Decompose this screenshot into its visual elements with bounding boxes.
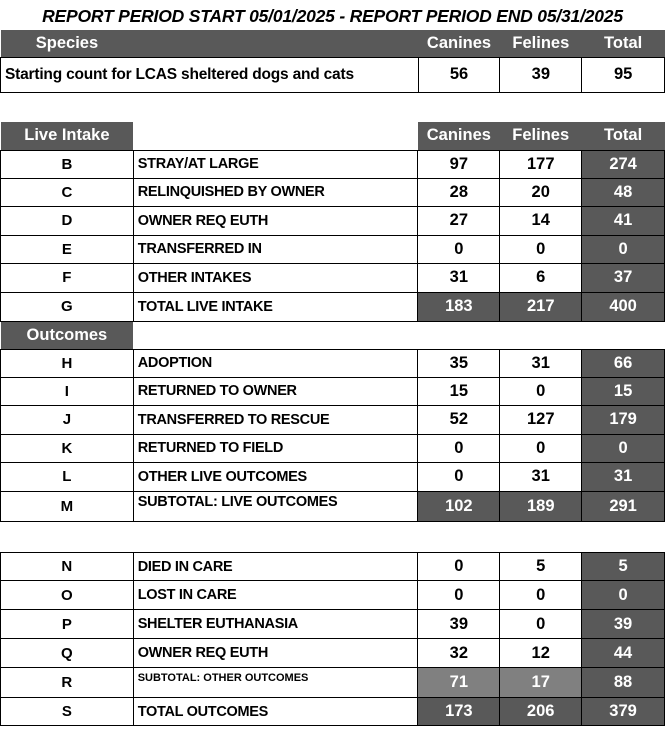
row-label: LOST IN CARE: [133, 581, 418, 610]
row-felines: 0: [500, 610, 582, 639]
table-row: [1, 581, 665, 610]
row-canines: 0: [418, 235, 500, 263]
row-total: 274: [582, 150, 665, 178]
starting-count-row: [1, 57, 665, 92]
row-felines: 20: [500, 178, 582, 206]
row-total: 31: [582, 462, 665, 491]
row-code: S: [1, 698, 134, 726]
row-felines: 177: [500, 150, 582, 178]
row-label: OWNER REQ EUTH: [133, 206, 418, 235]
row-canines: 27: [418, 206, 500, 235]
row-canines: 52: [418, 405, 500, 434]
row-canines: 32: [418, 639, 500, 668]
row-canines: 173: [418, 698, 500, 726]
starting-total: 95: [582, 57, 665, 92]
row-total: 0: [582, 235, 665, 263]
row-felines: 31: [500, 349, 582, 377]
table-row: [1, 377, 665, 405]
row-felines: 31: [500, 462, 582, 491]
subtotal-live-outcomes-row: [1, 491, 665, 521]
row-canines: 31: [418, 263, 500, 292]
total-outcomes-row: [1, 698, 665, 726]
row-label: RETURNED TO OWNER: [133, 377, 418, 405]
row-felines: 206: [500, 698, 582, 726]
row-code: D: [1, 206, 134, 235]
table-row: [1, 349, 665, 377]
row-label: SHELTER EUTHANASIA: [133, 610, 418, 639]
row-canines: 183: [418, 292, 500, 321]
row-total: 37: [582, 263, 665, 292]
total-live-intake-row: [1, 292, 665, 321]
row-label: RETURNED TO FIELD: [133, 434, 418, 462]
row-code: K: [1, 434, 134, 462]
row-total: 291: [582, 491, 665, 521]
table-row: [1, 150, 665, 178]
row-code: J: [1, 405, 134, 434]
row-label: SUBTOTAL: LIVE OUTCOMES: [133, 491, 418, 521]
table-row: [1, 405, 665, 434]
row-total: 179: [582, 405, 665, 434]
row-code: E: [1, 235, 134, 263]
other-outcomes-table: [0, 552, 665, 726]
row-code: G: [1, 292, 134, 321]
row-label: TOTAL LIVE INTAKE: [133, 292, 418, 321]
outcomes-header-row: [1, 321, 665, 349]
table-row: [1, 263, 665, 292]
row-canines: 102: [418, 491, 500, 521]
row-felines: 189: [500, 491, 582, 521]
row-canines: 0: [418, 581, 500, 610]
outcomes-header-spacer: [582, 321, 665, 349]
row-code: L: [1, 462, 134, 491]
row-felines: 12: [500, 639, 582, 668]
row-label: RELINQUISHED BY OWNER: [133, 178, 418, 206]
row-label: TRANSFERRED IN: [133, 235, 418, 263]
row-code: B: [1, 150, 134, 178]
starting-canines: 56: [418, 57, 500, 92]
row-total: 44: [582, 639, 665, 668]
table-row: [1, 206, 665, 235]
row-label: STRAY/AT LARGE: [133, 150, 418, 178]
row-canines: 15: [418, 377, 500, 405]
row-felines: 217: [500, 292, 582, 321]
intake-outcomes-table: [0, 122, 665, 522]
live-intake-header-spacer: [133, 122, 418, 150]
row-felines: 14: [500, 206, 582, 235]
row-code: C: [1, 178, 134, 206]
row-canines: 0: [418, 462, 500, 491]
species-table: [0, 30, 665, 93]
intake-canines-header: Canines: [418, 122, 500, 150]
species-header-spacer: [133, 30, 418, 57]
row-canines: 28: [418, 178, 500, 206]
species-header-row: [1, 30, 665, 57]
row-total: 48: [582, 178, 665, 206]
outcomes-header-spacer: [500, 321, 582, 349]
row-label: OWNER REQ EUTH: [133, 639, 418, 668]
row-code: Q: [1, 639, 134, 668]
row-total: 0: [582, 434, 665, 462]
table-row: [1, 553, 665, 581]
row-code: O: [1, 581, 134, 610]
row-code: P: [1, 610, 134, 639]
row-canines: 97: [418, 150, 500, 178]
row-label: OTHER LIVE OUTCOMES: [133, 462, 418, 491]
row-code: H: [1, 349, 134, 377]
row-total: 88: [582, 668, 665, 698]
table-row: [1, 434, 665, 462]
row-code: R: [1, 668, 134, 698]
subtotal-other-outcomes-row: [1, 668, 665, 698]
row-label: TRANSFERRED TO RESCUE: [133, 405, 418, 434]
table-row: [1, 462, 665, 491]
row-total: 400: [582, 292, 665, 321]
row-felines: 5: [500, 553, 582, 581]
outcomes-header-spacer: [418, 321, 500, 349]
row-label: SUBTOTAL: OTHER OUTCOMES: [133, 668, 418, 698]
row-total: 66: [582, 349, 665, 377]
row-total: 379: [582, 698, 665, 726]
row-felines: 0: [500, 581, 582, 610]
row-canines: 0: [418, 553, 500, 581]
outcomes-section-title: Outcomes: [1, 321, 134, 349]
row-felines: 0: [500, 235, 582, 263]
row-label: DIED IN CARE: [133, 553, 418, 581]
row-canines: 39: [418, 610, 500, 639]
row-label: OTHER INTAKES: [133, 263, 418, 292]
row-code: I: [1, 377, 134, 405]
row-canines: 35: [418, 349, 500, 377]
canines-header: Canines: [418, 30, 500, 57]
row-total: 41: [582, 206, 665, 235]
row-felines: 0: [500, 434, 582, 462]
report-title: REPORT PERIOD START 05/01/2025 - REPORT PERIOD END 05/31/2025: [42, 6, 623, 26]
row-total: 39: [582, 610, 665, 639]
row-felines: 6: [500, 263, 582, 292]
row-total: 0: [582, 581, 665, 610]
live-intake-header-row: [1, 122, 665, 150]
table-row: [1, 235, 665, 263]
row-code: N: [1, 553, 134, 581]
row-label: ADOPTION: [133, 349, 418, 377]
table-row: [1, 639, 665, 668]
row-code: F: [1, 263, 134, 292]
felines-header: Felines: [500, 30, 582, 57]
row-total: 5: [582, 553, 665, 581]
total-header: Total: [582, 30, 665, 57]
starting-felines: 39: [500, 57, 582, 92]
row-felines: 17: [500, 668, 582, 698]
row-canines: 71: [418, 668, 500, 698]
row-code: M: [1, 491, 134, 521]
row-total: 15: [582, 377, 665, 405]
intake-total-header: Total: [582, 122, 665, 150]
starting-count-label: Starting count for LCAS sheltered dogs and cats: [1, 57, 419, 92]
live-intake-section-title: Live Intake: [1, 122, 134, 150]
species-header: Species: [1, 30, 134, 57]
row-canines: 0: [418, 434, 500, 462]
table-row: [1, 610, 665, 639]
row-felines: 0: [500, 377, 582, 405]
row-label: TOTAL OUTCOMES: [133, 698, 418, 726]
outcomes-header-spacer: [133, 321, 418, 349]
table-row: [1, 178, 665, 206]
row-felines: 127: [500, 405, 582, 434]
intake-felines-header: Felines: [500, 122, 582, 150]
